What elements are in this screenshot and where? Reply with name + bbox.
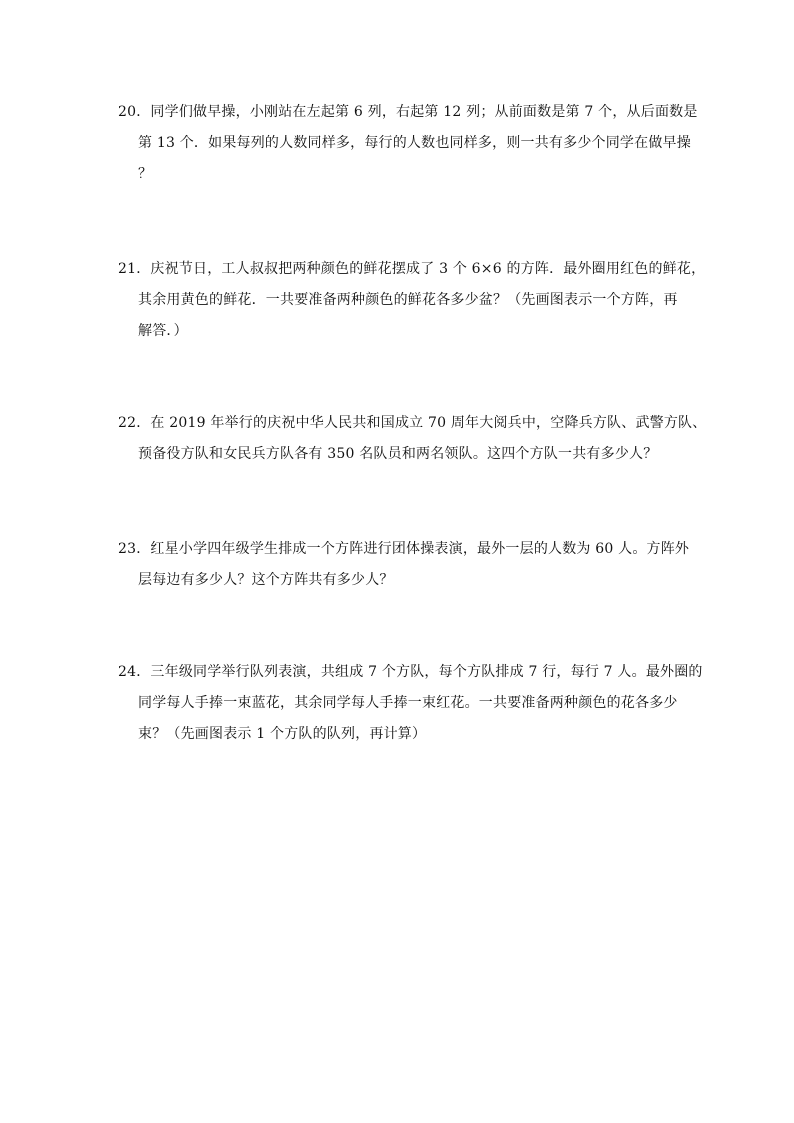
- problem-line: 其余用黄色的鲜花．一共要准备两种颜色的鲜花各多少盆？（先画图表示一个方阵，再: [138, 292, 678, 308]
- problem-20: [118, 97, 698, 190]
- problem-line: 23．红星小学四年级学生排成一个方阵进行团体操表演，最外一层的人数为 60 人。方阵外: [118, 541, 690, 557]
- problem-line: 24．三年级同学举行队列表演，共组成 7 个方队，每个方队排成 7 行，每行 7 人。最外圈的: [118, 664, 703, 680]
- problem-line: 预备役方队和女民兵方队各有 350 名队员和两名领队。这四个方队一共有多少人？: [138, 446, 658, 462]
- problem-23: [118, 534, 688, 596]
- problem-line: 解答．）: [138, 323, 188, 339]
- problem-line: 束？（先画图表示 1 个方队的队列，再计算）: [138, 726, 427, 742]
- problem-line: ？: [138, 166, 153, 182]
- problem-line: 20．同学们做早操，小刚站在左起第 6 列，右起第 12 列；从前面数是第 7 个，从后面数是: [118, 104, 698, 120]
- problem-line: 同学每人手捧一束蓝花，其余同学每人手捧一束红花。一共要准备两种颜色的花各多少: [138, 695, 678, 711]
- problem-21: [118, 254, 706, 347]
- problem-24: [118, 657, 703, 750]
- problem-line: 22．在 2019 年举行的庆祝中华人民共和国成立 70 周年大阅兵中，空降兵方队、武警方队、: [118, 415, 707, 431]
- problem-line: 层每边有多少人？这个方阵共有多少人？: [138, 572, 394, 588]
- problem-line: 21．庆祝节日，工人叔叔把两种颜色的鲜花摆成了 3 个 6×6 的方阵．最外圈用红色的鲜花，: [118, 261, 706, 277]
- problem-line: 第 13 个．如果每列的人数同样多，每行的人数也同样多，则一共有多少个同学在做早操: [138, 135, 691, 151]
- problem-22: [118, 408, 707, 470]
